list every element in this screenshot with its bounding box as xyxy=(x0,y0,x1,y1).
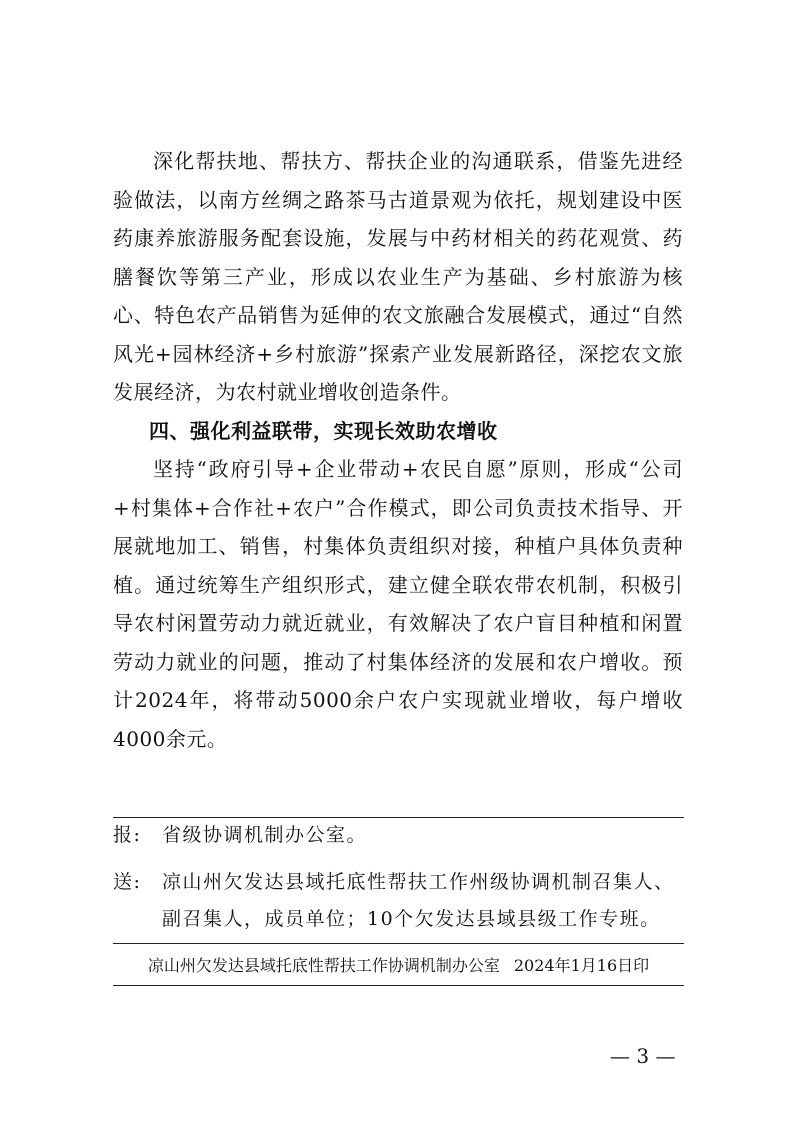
send-to-text-line1: 凉山州欠发达县域托底性帮扶工作州级协调机制召集人、 xyxy=(162,871,675,893)
send-label: 送: xyxy=(113,871,142,893)
paragraph-rural-tourism: 深化帮扶地、帮扶方、帮扶企业的沟通联系，借鉴先进经验做法，以南方丝绸之路茶马古道景观为依托，规划建设中医药康养旅游服务配套设施，发展与中药材相关的药花观赏、药膳餐饮等第三产业，形成以农业生产为基础、乡村旅游为核心、特色农产品销售为延伸的农文旅融合发展模式，通过“自然风光+园林经济+乡村旅游”探索产业发展新路径，深挖农文旅发展经济，为农村就业增收创造条件。 xyxy=(113,149,683,404)
issuer-line xyxy=(113,950,684,982)
print-date: 2024年1月16日印 xyxy=(513,956,650,975)
body-text xyxy=(113,142,683,758)
send-to-text-line2: 副召集人，成员单位；10个欠发达县域县级工作专班。 xyxy=(162,908,661,930)
paragraph-benefit-linkage: 坚持“政府引导+企业带动+农民自愿”原则，形成“公司+村集体+合作社+农户”合作模式，即公司负责技术指导、开展就地加工、销售，村集体负责组织对接，种植户具体负责种植。通过统筹生产组织形式，建立健全联农带农机制，积极引导农村闲置劳动力就近就业，有效解决了农户盲目种植和闲置劳动力就业的问题，推动了村集体经济的发展和农户增收。预计2024年，将带动5000余户农户实现就业增收，每户增收4000余元。 xyxy=(113,457,683,751)
issuer-name: 凉山州欠发达县域托底性帮扶工作协调机制办公室 xyxy=(147,956,500,975)
middle-divider xyxy=(113,943,684,944)
section-heading-4: 四、强化利益联带，实现长效助农增收 xyxy=(149,418,498,443)
report-label: 报: xyxy=(113,824,142,846)
bottom-divider xyxy=(113,985,684,986)
report-to-text: 省级协调机制办公室。 xyxy=(162,824,368,846)
page-number: — 3 — xyxy=(610,1044,676,1068)
